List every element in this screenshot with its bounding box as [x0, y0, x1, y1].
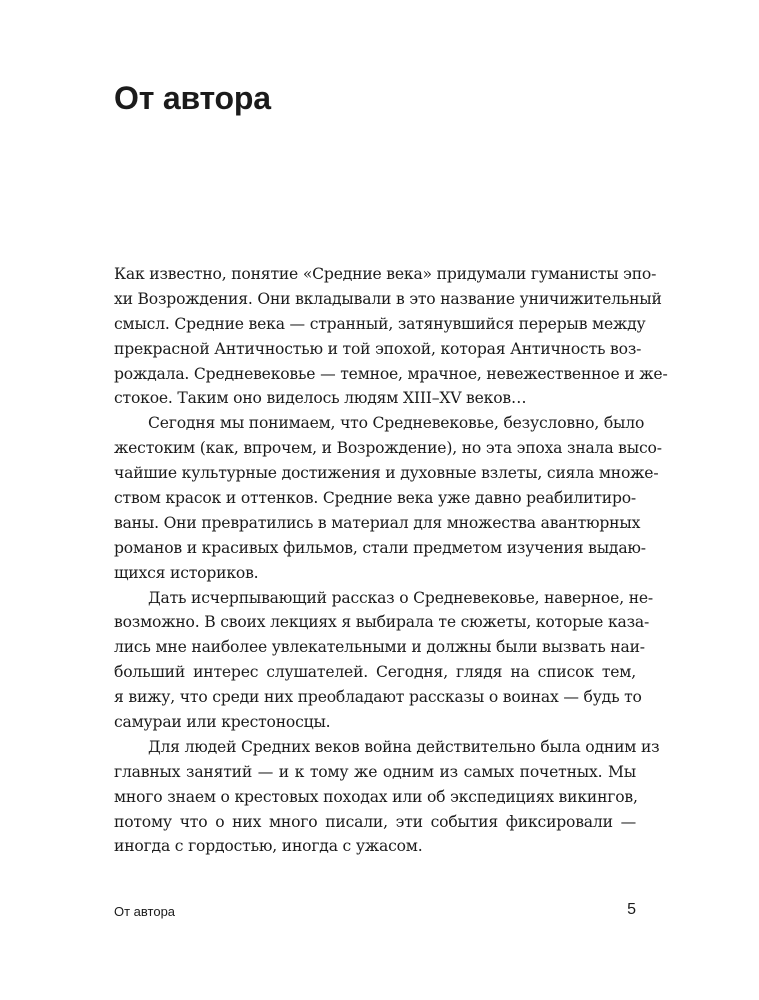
- paragraph: [114, 586, 653, 735]
- paragraph: [114, 411, 662, 585]
- paragraph: [114, 735, 660, 859]
- text-line: лись мне наиболее увлекательными и должны были вызвать наи-: [114, 638, 645, 657]
- text-line: жестоким (как, впрочем, и Возрождение), но эта эпоха знала высо-: [114, 439, 662, 458]
- text-line: рождала. Средневековье — темное, мрачное, невежественное и же-: [114, 364, 668, 383]
- text-line: больший интерес слушателей. Сегодня, глядя на список тем,: [114, 663, 636, 682]
- page-number: 5: [627, 901, 636, 918]
- text-line: Дать исчерпывающий рассказ о Средневековье, наверное, не-: [148, 588, 653, 607]
- text-line: Сегодня мы понимаем, что Средневековье, безусловно, было: [148, 414, 645, 433]
- text-line: романов и красивых фильмов, стали предметом изучения выдаю-: [114, 538, 646, 557]
- paragraph: [114, 262, 668, 411]
- text-line: много знаем о крестовых походах или об экспедициях викингов,: [114, 787, 638, 806]
- text-line: щихся историков.: [114, 563, 259, 582]
- body-text: [114, 262, 668, 859]
- text-line: смысл. Средние века — странный, затянувшийся перерыв между: [114, 314, 646, 333]
- text-line: самураи или крестоносцы.: [114, 713, 331, 732]
- text-line: ваны. Они превратились в материал для множества авантюрных: [114, 513, 641, 532]
- text-line: я вижу, что среди них преобладают рассказы о воинах — будь то: [114, 688, 642, 707]
- text-line: Для людей Средних веков война действительно была одним из: [148, 737, 660, 756]
- text-line: потому что о них много писали, эти события фиксировали —: [114, 812, 636, 831]
- page-title: От автора: [114, 80, 271, 116]
- text-line: иногда с гордостью, иногда с ужасом.: [114, 837, 423, 856]
- text-line: прекрасной Античностью и той эпохой, которая Античность воз-: [114, 339, 642, 358]
- text-line: хи Возрождения. Они вкладывали в это название уничижительный: [114, 289, 662, 308]
- text-line: возможно. В своих лекциях я выбирала те сюжеты, которые каза-: [114, 613, 650, 632]
- text-line: ством красок и оттенков. Средние века уже давно реабилитиро-: [114, 489, 636, 508]
- running-head: От автора: [114, 904, 176, 919]
- text-line: стокое. Таким оно виделось людям XIII–XV веков…: [114, 389, 527, 408]
- text-line: главных занятий — и к тому же одним из самых почетных. Мы: [114, 762, 636, 781]
- text-line: чайшие культурные достижения и духовные взлеты, сияла множе-: [114, 464, 659, 483]
- text-line: Как известно, понятие «Средние века» придумали гуманисты эпо-: [114, 265, 657, 283]
